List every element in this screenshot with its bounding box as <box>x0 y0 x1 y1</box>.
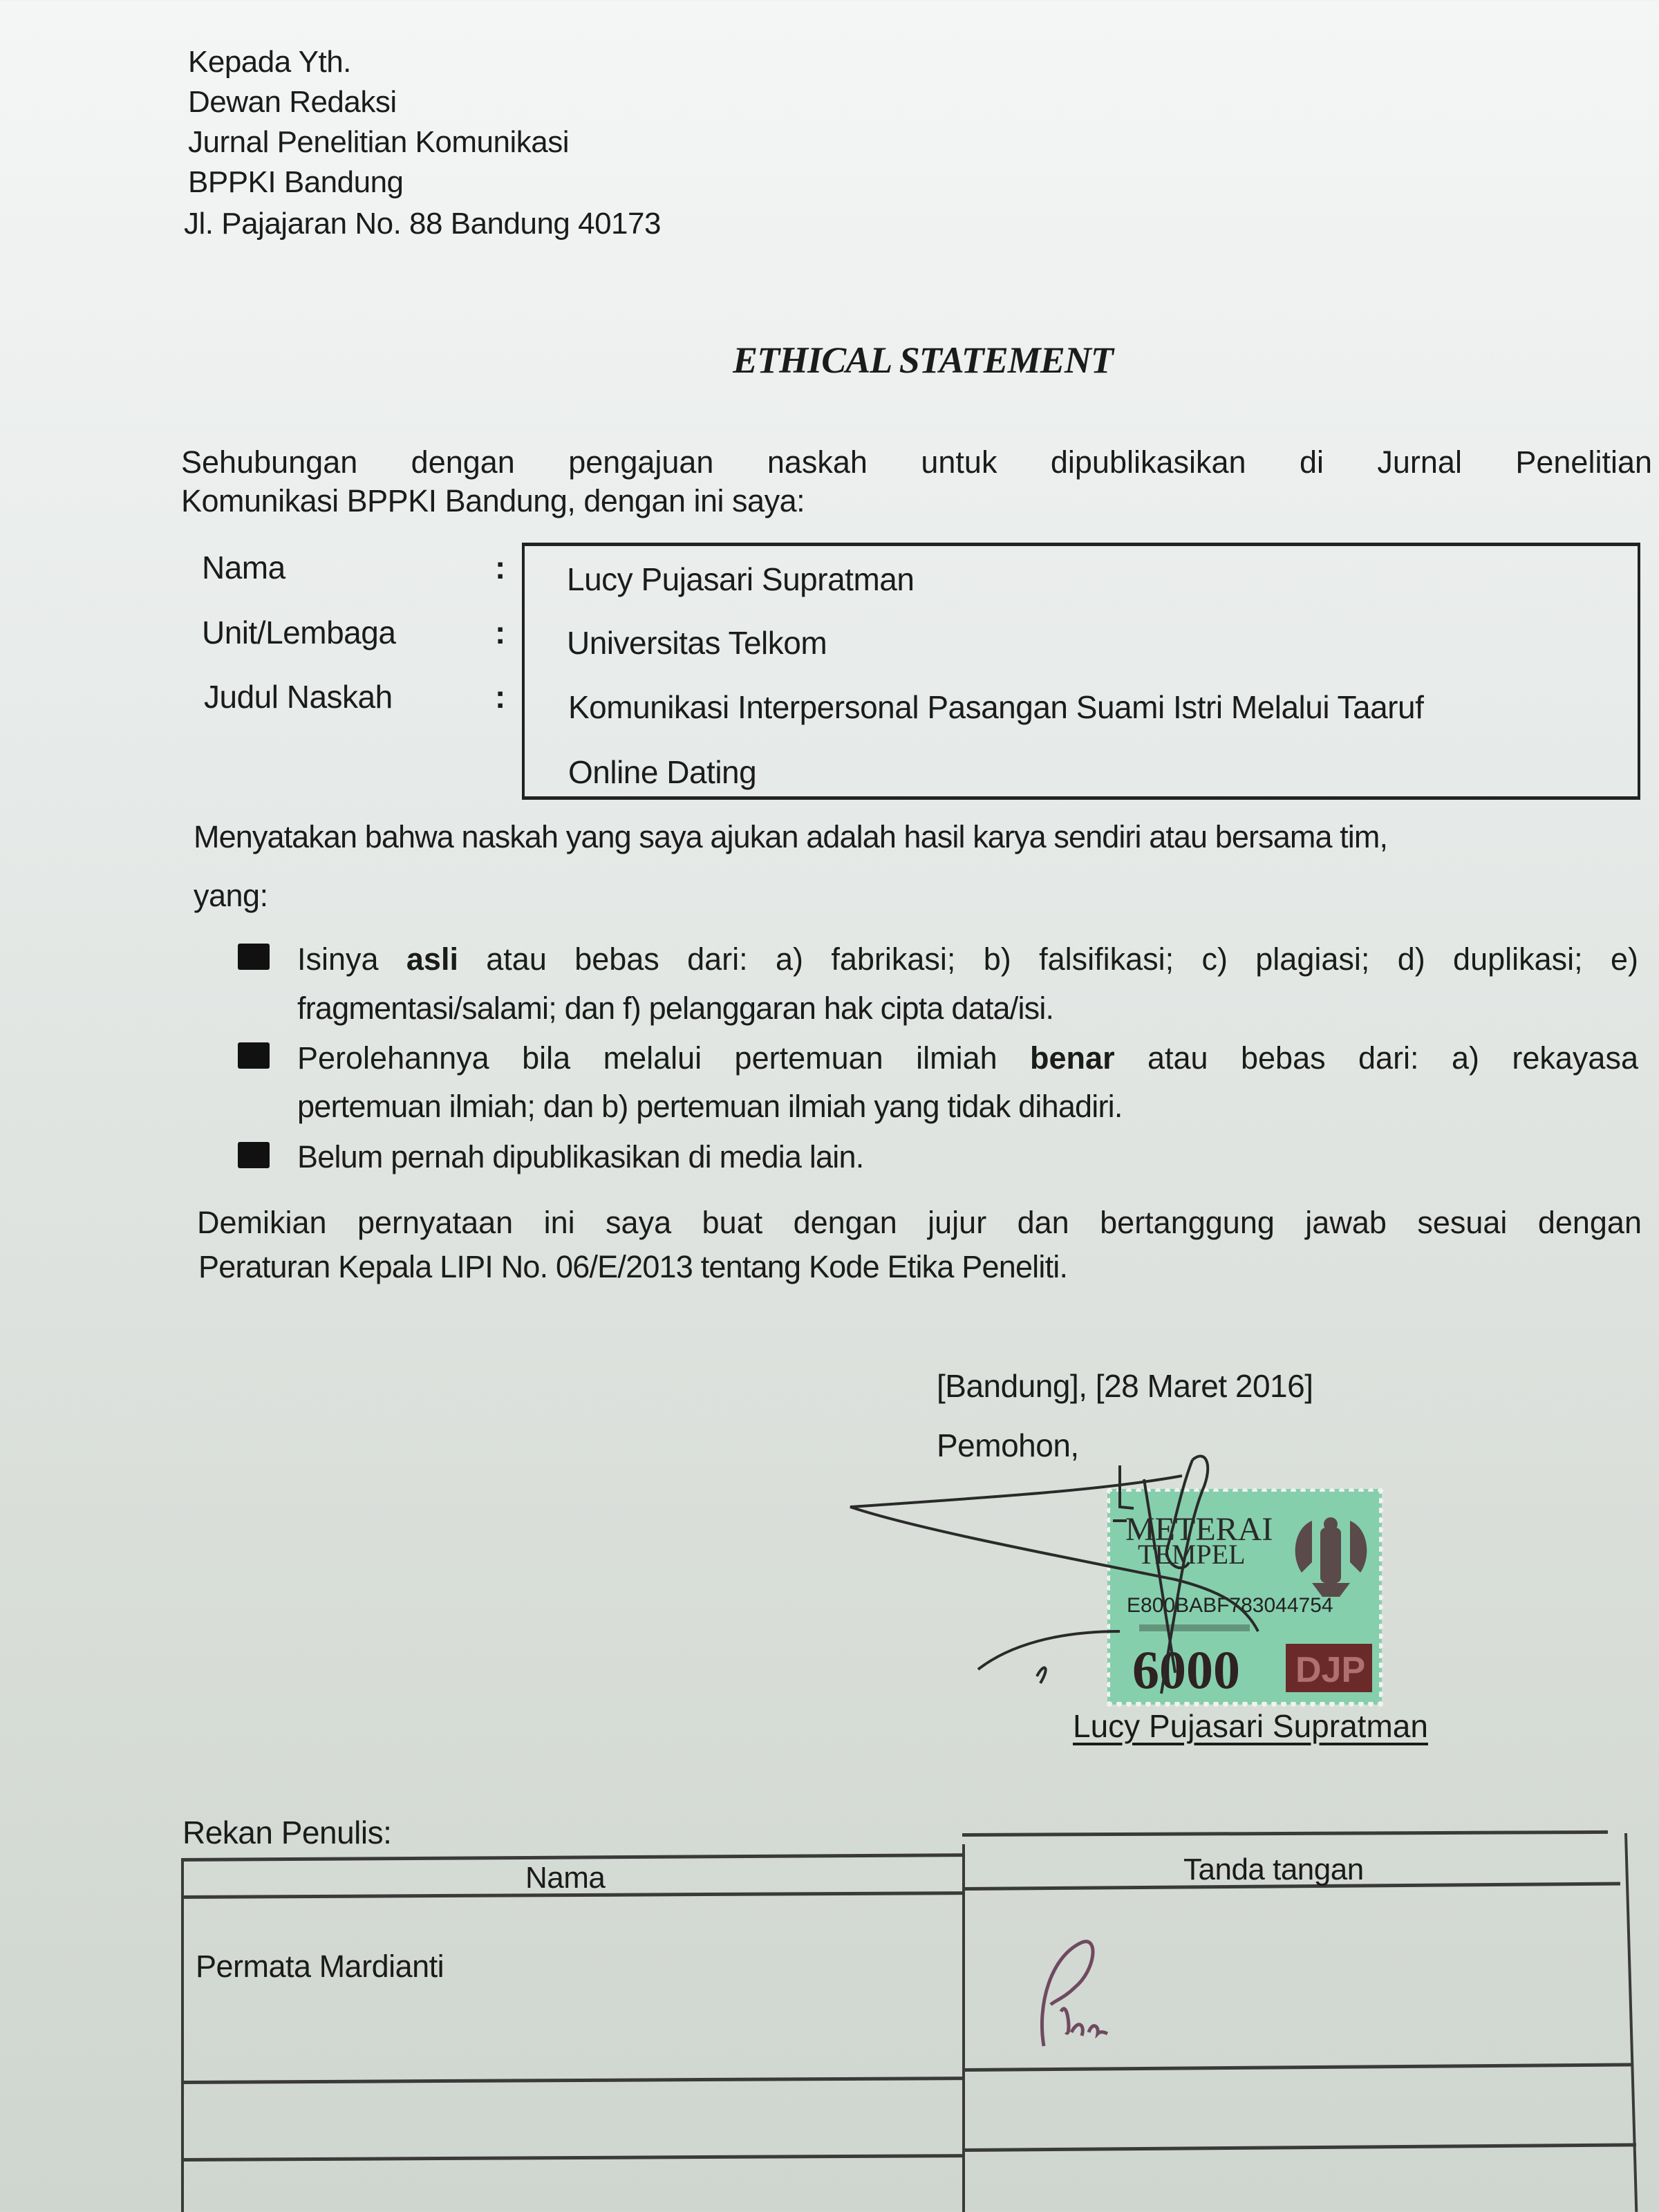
field-colon: : <box>495 615 505 650</box>
coauthor-heading: Rekan Penulis: <box>182 1815 392 1850</box>
document-title: ETHICAL STATEMENT <box>733 339 1113 381</box>
field-value-judul-cont: Online Dating <box>568 754 757 790</box>
place-date: [Bandung], [28 Maret 2016] <box>937 1368 1313 1404</box>
bullet-item-cont: fragmentasi/salami; dan f) pelanggaran hak cipta data/isi. <box>297 991 1054 1026</box>
table-row-line <box>181 2077 964 2084</box>
stamp-title: METERAI <box>1125 1511 1273 1548</box>
bullet-square-icon <box>238 1142 270 1168</box>
bullet-item: Belum pernah dipublikasikan di media lain. <box>297 1139 864 1174</box>
closing-line: Peraturan Kepala LIPI No. 06/E/2013 tentang Kode Etika Peneliti. <box>198 1249 1068 1284</box>
table-row-line <box>962 2143 1636 2152</box>
field-label-nama: Nama <box>202 550 285 585</box>
field-value-unit: Universitas Telkom <box>567 625 827 661</box>
handwritten-signature <box>830 1424 1382 1700</box>
stamp-value: 6000 <box>1132 1640 1240 1700</box>
coauthor-signature <box>1023 1929 1203 2067</box>
bullet-item: Perolehannya bila melalui pertemuan ilmiah benar atau bebas dari: a) rekayasa <box>297 1040 1638 1076</box>
coauthor-name: Permata Mardianti <box>196 1949 444 1984</box>
column-header-tanda-tangan: Tanda tangan <box>1183 1853 1364 1886</box>
declaration-line: Menyatakan bahwa naskah yang saya ajukan adalah hasil karya sendiri atau bersama tim, <box>194 819 1388 854</box>
field-label-judul: Judul Naskah <box>204 679 393 715</box>
table-border <box>1624 1833 1638 2212</box>
column-header-nama: Nama <box>525 1861 606 1895</box>
bullet-square-icon <box>238 1042 270 1069</box>
bullet-square-icon <box>238 944 270 970</box>
recipient-line: Kepada Yth. <box>188 45 351 79</box>
bullet-item: Isinya asli atau bebas dari: a) fabrikasi; b) falsifikasi; c) plagiasi; d) duplikasi; e) <box>297 941 1638 977</box>
field-colon: : <box>495 679 505 715</box>
declaration-line: yang: <box>194 878 268 913</box>
field-colon: : <box>495 550 505 585</box>
stamp-issuer: DJP <box>1295 1650 1366 1690</box>
intro-paragraph <box>181 444 1652 480</box>
stamp-subtitle: TEMPEL <box>1138 1539 1246 1570</box>
stamp-serial: E800BABF783044754 <box>1127 1594 1333 1617</box>
recipient-line: Dewan Redaksi <box>188 85 397 119</box>
signer-role: Pemohon, <box>937 1427 1079 1463</box>
table-border <box>962 1830 1608 1837</box>
field-value-nama: Lucy Pujasari Supratman <box>567 561 915 597</box>
intro-line: Sehubungan dengan pengajuan naskah untuk dipublikasikan di Jurnal Penelitian <box>181 444 1652 480</box>
recipient-line: Jurnal Penelitian Komunikasi <box>188 125 569 159</box>
signer-name: Lucy Pujasari Supratman <box>1073 1708 1428 1744</box>
closing-paragraph <box>197 1205 1642 1241</box>
bullet-item-cont: pertemuan ilmiah; dan b) pertemuan ilmiah yang tidak dihadiri. <box>297 1089 1123 1124</box>
recipient-address: Jl. Pajajaran No. 88 Bandung 40173 <box>184 207 661 241</box>
field-label-unit: Unit/Lembaga <box>202 615 396 650</box>
recipient-line: BPPKI Bandung <box>188 165 404 199</box>
closing-line: Demikian pernyataan ini saya buat dengan jujur dan bertanggung jawab sesuai dengan <box>197 1205 1642 1240</box>
field-value-judul: Komunikasi Interpersonal Pasangan Suami Istri Melalui Taaruf <box>568 689 1424 725</box>
intro-line: Komunikasi BPPKI Bandung, dengan ini saya: <box>181 483 805 518</box>
table-row-line <box>181 2154 964 2162</box>
